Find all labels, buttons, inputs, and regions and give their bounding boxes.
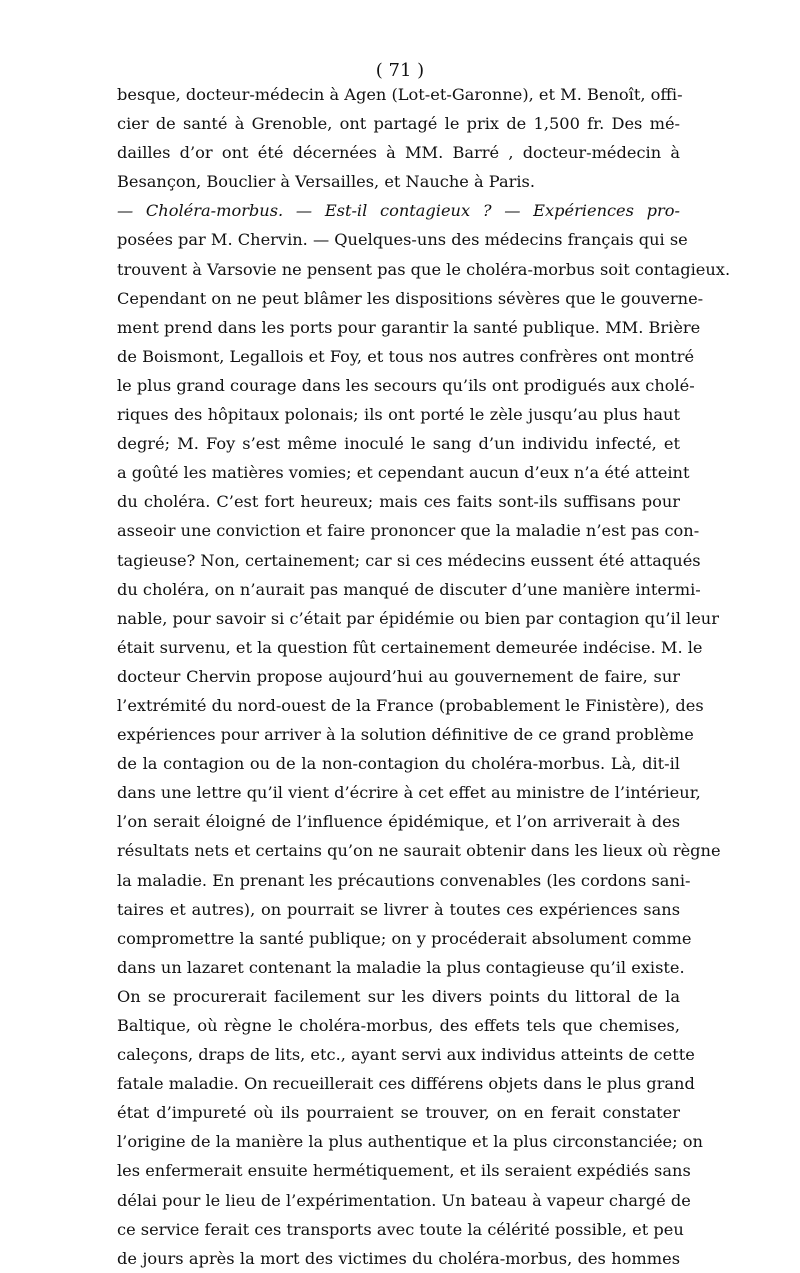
text-line: de Boismont, Legallois et Foy, et tous nos autres confrères ont montré [117, 346, 695, 366]
text-line: posées par M. Chervin. — Quelques-uns des médecins français qui se [117, 230, 688, 250]
text-line: a goûté les matières vomies; et cependant aucun d’eux n’a été atteint [117, 463, 690, 483]
text-line: de jours après la mort des victimes du choléra-morbus, des hommes [117, 1248, 680, 1268]
text-line: tagieuse? Non, certainement; car si ces médecins eussent été attaqués [117, 550, 701, 570]
text-line: ce service ferait ces transports avec toute la célérité possible, et peu [117, 1219, 684, 1239]
paragraph [117, 80, 683, 196]
text-line: la maladie. En prenant les précautions convenables (les cordons sani- [117, 870, 691, 890]
text-line: état d’impureté où ils pourraient se trouver, on en ferait constater [117, 1103, 680, 1123]
text-line: du choléra, on n’aurait pas manqué de discuter d’une manière intermi- [117, 579, 701, 599]
text-line: l’origine de la manière la plus authentique et la plus circonstanciée; on [117, 1132, 703, 1152]
text-line: délai pour le lieu de l’expérimentation. Un bateau à vapeur chargé de [117, 1190, 691, 1210]
text-line: résultats nets et certains qu’on ne saurait obtenir dans les lieux où règne [117, 841, 721, 861]
text-line: le plus grand courage dans les secours qu’ils ont prodigués aux cholé- [117, 375, 695, 395]
text-line: — Choléra-morbus. — Est-il contagieux ? — Expériences pro- [117, 201, 680, 221]
text-line: degré; M. Foy s’est même inoculé le sang d’un individu infecté, et [117, 434, 680, 454]
text-line: riques des hôpitaux polonais; ils ont porté le zèle jusqu’au plus haut [117, 405, 680, 425]
page-number: ( 71 ) [375, 60, 425, 81]
paragraph [117, 982, 703, 1273]
text-line: était survenu, et la question fût certainement demeurée indécise. M. le [117, 637, 703, 657]
text-line: de la contagion ou de la non-contagion du choléra-morbus. Là, dit-il [117, 754, 680, 774]
body-text [117, 80, 731, 1273]
paragraph [117, 196, 731, 982]
text-line: dailles d’or ont été décernées à MM. Barré , docteur-médecin à [117, 143, 680, 163]
text-line: Cependant on ne peut blâmer les dispositions sévères que le gouverne- [117, 288, 704, 308]
text-line: dans une lettre qu’il vient d’écrire à cet effet au ministre de l’intérieur, [117, 783, 701, 803]
text-line: les enfermerait ensuite hermétiquement, et ils seraient expédiés sans [117, 1161, 691, 1181]
text-line: cier de santé à Grenoble, ont partagé le prix de 1,500 fr. Des mé- [117, 114, 680, 134]
text-line: l’extrémité du nord-ouest de la France (probablement le Finistère), des [117, 695, 704, 715]
text-line: Baltique, où règne le choléra-morbus, des effets tels que chemises, [117, 1016, 680, 1035]
text-line: caleçons, draps de lits, etc., ayant servi aux individus atteints de cette [117, 1045, 695, 1065]
text-line: compromettre la santé publique; on y procéderait absolument comme [117, 928, 692, 948]
text-line: docteur Chervin propose aujourd’hui au gouvernement de faire, sur [117, 666, 680, 686]
text-line: ment prend dans les ports pour garantir la santé publique. MM. Brière [117, 317, 701, 337]
text-line: expériences pour arriver à la solution définitive de ce grand problème [117, 725, 694, 745]
text-line: taires et autres), on pourrait se livrer à toutes ces expériences sans [117, 899, 680, 919]
text-line: fatale maladie. On recueillerait ces différens objets dans le plus grand [117, 1074, 695, 1094]
text-line: nable, pour savoir si c’était par épidémie ou bien par contagion qu’il leur [117, 608, 719, 628]
text-line: besque, docteur-médecin à Agen (Lot-et-Garonne), et M. Benoît, offi- [117, 85, 683, 104]
text-line: On se procurerait facilement sur les divers points du littoral de la [117, 986, 680, 1006]
text-line: du choléra. C’est fort heureux; mais ces faits sont-ils suffisans pour [117, 492, 680, 512]
text-line: asseoir une conviction et faire prononcer que la maladie n’est pas con- [117, 521, 700, 541]
text-line: trouvent à Varsovie ne pensent pas que le choléra-morbus soit contagieux. [117, 259, 731, 279]
text-line: Besançon, Bouclier à Versailles, et Nauche à Paris. [117, 172, 535, 192]
text-line: dans un lazaret contenant la maladie la plus contagieuse qu’il existe. [117, 957, 685, 977]
text-line: l’on serait éloigné de l’influence épidémique, et l’on arriverait à des [117, 812, 680, 832]
